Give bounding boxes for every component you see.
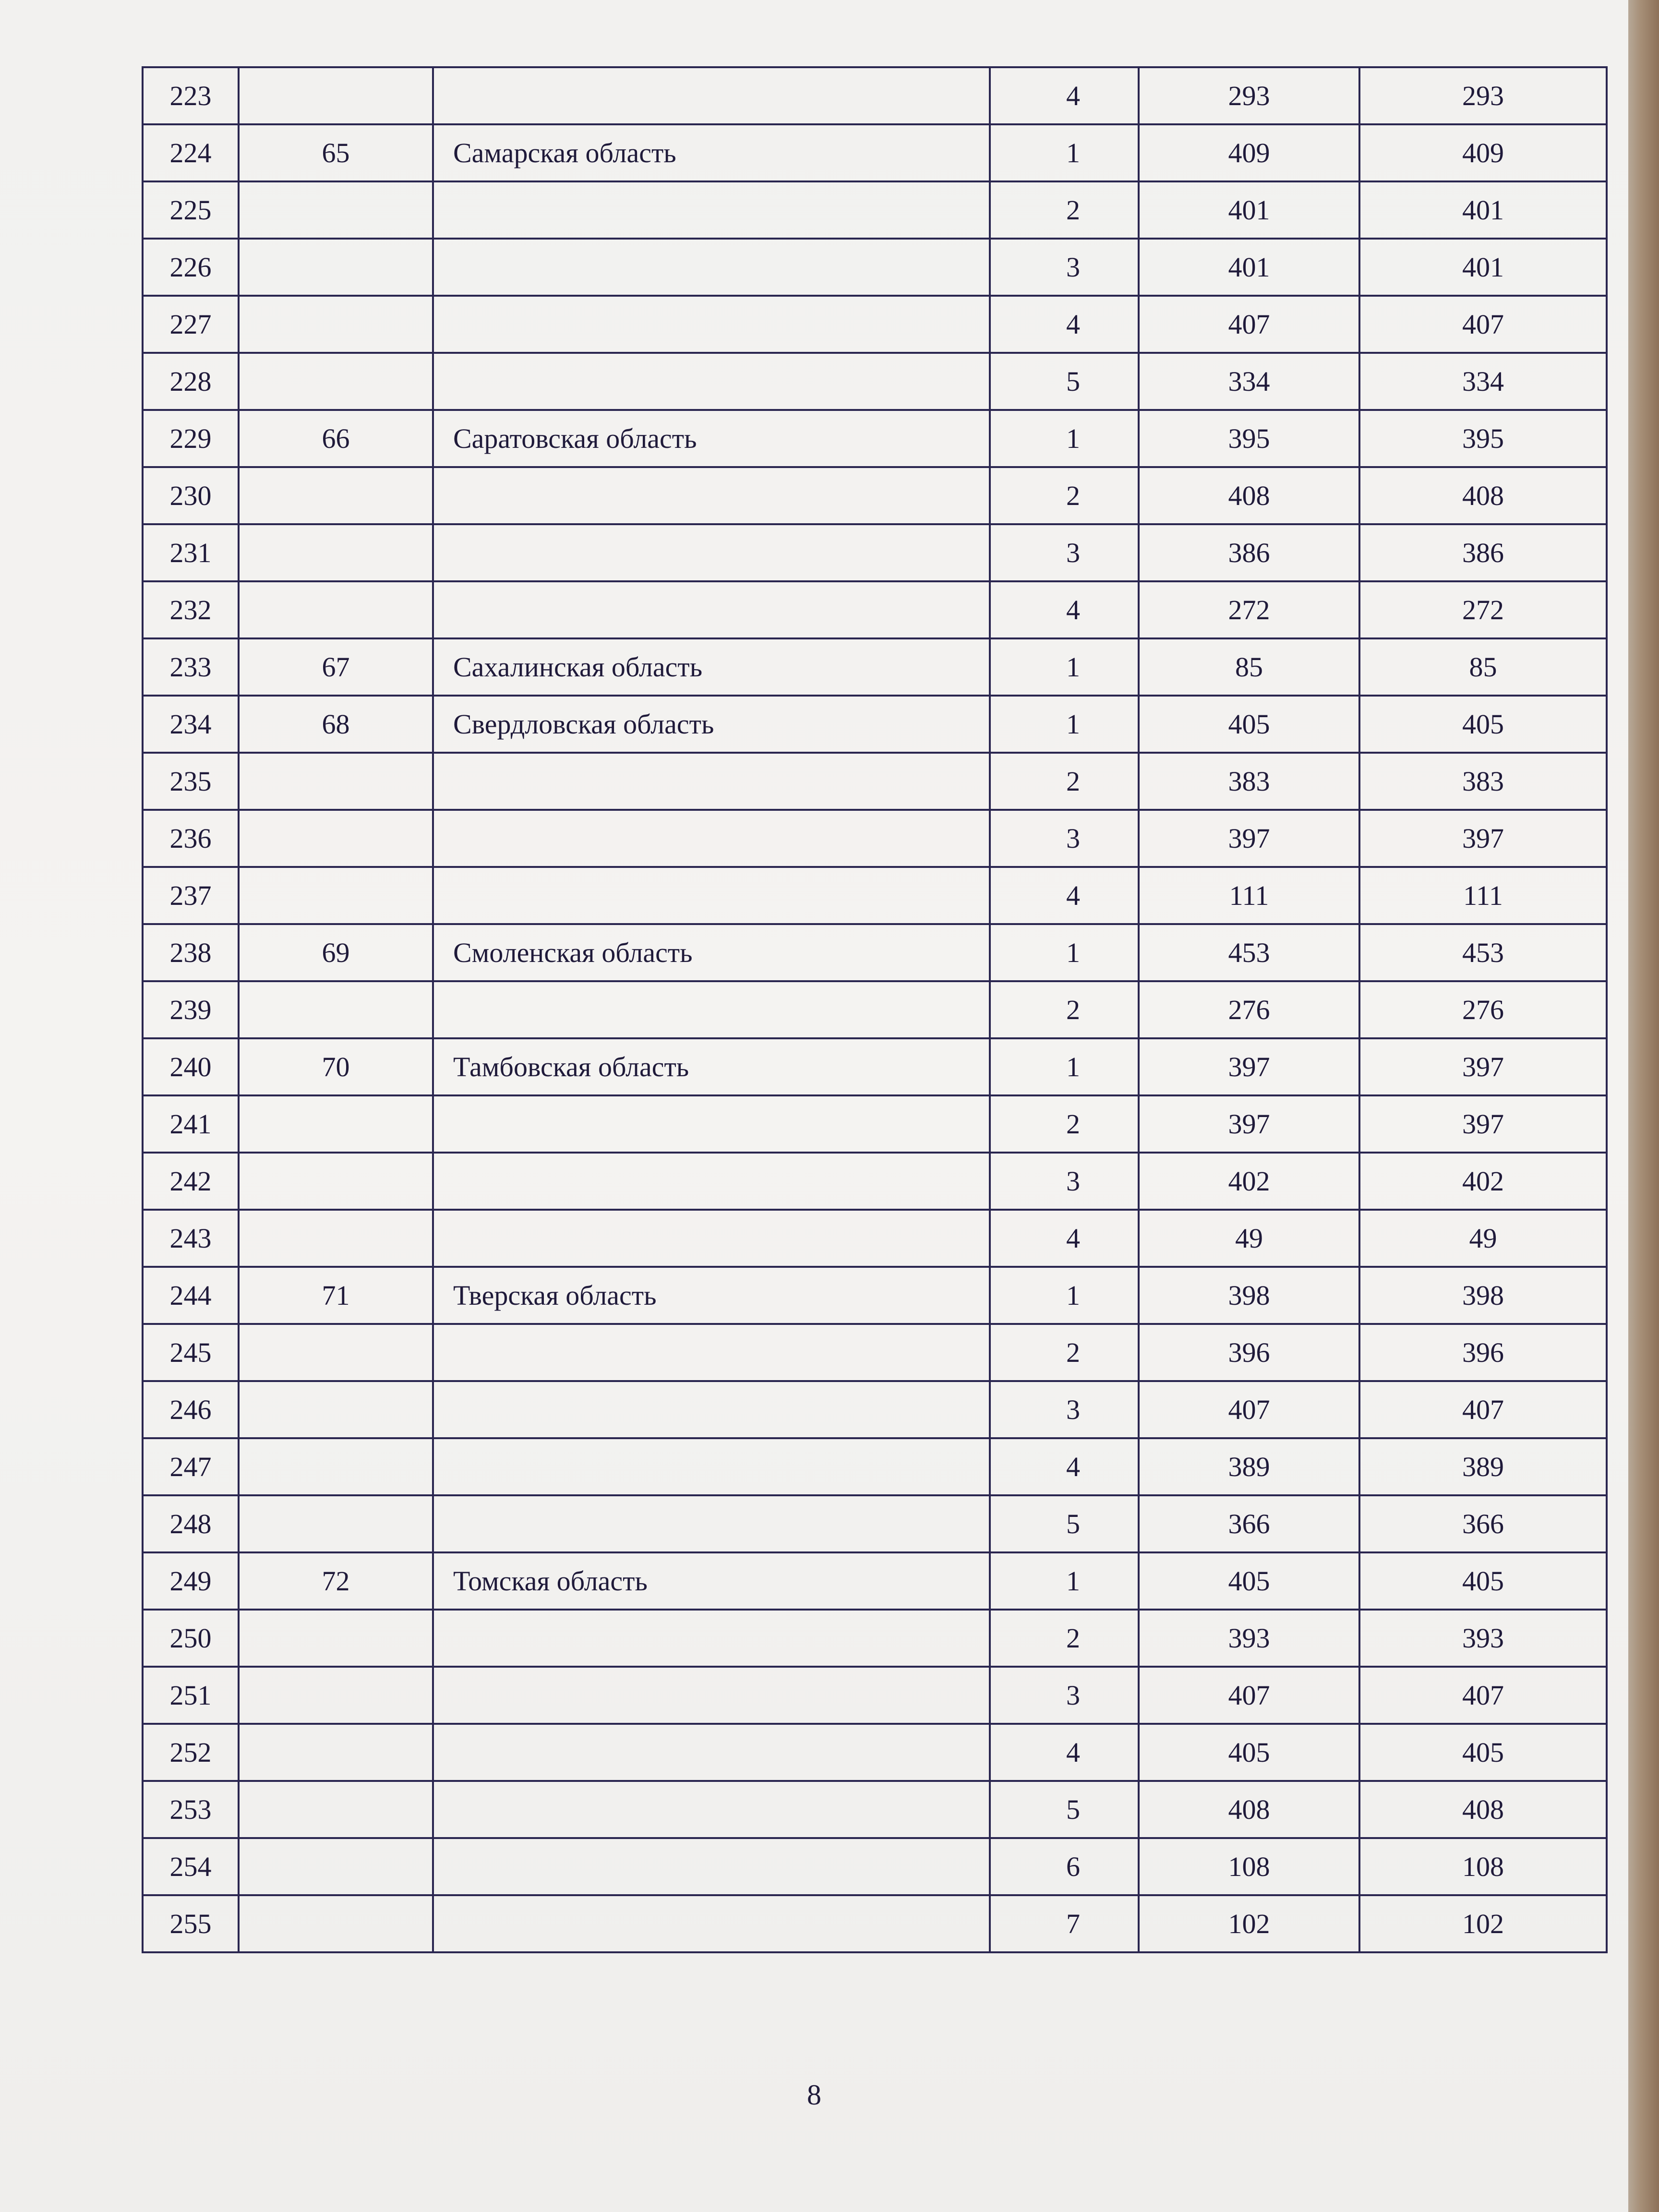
region-index-cell: [239, 981, 433, 1038]
part-number-cell: 1: [990, 696, 1139, 753]
table-row: [143, 810, 1607, 867]
value-cell: 397: [1139, 1038, 1359, 1095]
part-number-cell: 4: [990, 67, 1139, 124]
part-number-cell: 1: [990, 410, 1139, 467]
part-number-cell: 4: [990, 1210, 1139, 1267]
region-name-cell: Саратовская область: [433, 410, 990, 467]
table-row: [143, 1324, 1607, 1381]
value-cell: 401: [1139, 181, 1359, 239]
region-index-cell: 70: [239, 1038, 433, 1095]
value-cell: 395: [1139, 410, 1359, 467]
region-name-cell: [433, 753, 990, 810]
region-index-cell: [239, 867, 433, 924]
value-cell: 389: [1139, 1438, 1359, 1495]
region-name-cell: Самарская область: [433, 124, 990, 181]
table-row: [143, 239, 1607, 296]
table-row: [143, 1552, 1607, 1610]
part-number-cell: 4: [990, 867, 1139, 924]
region-name-cell: [433, 1095, 990, 1153]
value-cell-2: 334: [1359, 353, 1607, 410]
region-index-cell: [239, 1781, 433, 1838]
row-number-cell: 236: [143, 810, 239, 867]
value-cell-2: 397: [1359, 1095, 1607, 1153]
value-cell: 402: [1139, 1153, 1359, 1210]
page-number: 8: [807, 2079, 821, 2111]
value-cell-2: 108: [1359, 1838, 1607, 1895]
region-index-cell: 67: [239, 638, 433, 696]
value-cell-2: 409: [1359, 124, 1607, 181]
value-cell-2: 111: [1359, 867, 1607, 924]
region-index-cell: [239, 1895, 433, 1952]
region-index-cell: 65: [239, 124, 433, 181]
region-name-cell: [433, 1610, 990, 1667]
part-number-cell: 3: [990, 524, 1139, 581]
value-cell-2: 395: [1359, 410, 1607, 467]
value-cell: 408: [1139, 1781, 1359, 1838]
value-cell-2: 408: [1359, 467, 1607, 524]
row-number-cell: 224: [143, 124, 239, 181]
row-number-cell: 227: [143, 296, 239, 353]
value-cell: 405: [1139, 1724, 1359, 1781]
table-row: [143, 181, 1607, 239]
table-row: [143, 1381, 1607, 1438]
value-cell: 102: [1139, 1895, 1359, 1952]
region-index-cell: [239, 67, 433, 124]
desk-edge: [1628, 0, 1659, 2212]
table-row: [143, 67, 1607, 124]
row-number-cell: 248: [143, 1495, 239, 1552]
region-index-cell: [239, 810, 433, 867]
value-cell: 111: [1139, 867, 1359, 924]
part-number-cell: 4: [990, 1438, 1139, 1495]
value-cell: 272: [1139, 581, 1359, 638]
row-number-cell: 226: [143, 239, 239, 296]
part-number-cell: 1: [990, 924, 1139, 981]
row-number-cell: 244: [143, 1267, 239, 1324]
value-cell-2: 49: [1359, 1210, 1607, 1267]
value-cell: 409: [1139, 124, 1359, 181]
table-row: [143, 124, 1607, 181]
row-number-cell: 225: [143, 181, 239, 239]
table-row: [143, 924, 1607, 981]
value-cell-2: 397: [1359, 1038, 1607, 1095]
table-row: [143, 1724, 1607, 1781]
part-number-cell: 3: [990, 1153, 1139, 1210]
region-index-cell: [239, 1324, 433, 1381]
row-number-cell: 223: [143, 67, 239, 124]
value-cell-2: 397: [1359, 810, 1607, 867]
region-name-cell: [433, 1381, 990, 1438]
region-name-cell: [433, 1667, 990, 1724]
value-cell: 293: [1139, 67, 1359, 124]
part-number-cell: 1: [990, 1552, 1139, 1610]
table-row: [143, 296, 1607, 353]
table-row: [143, 1438, 1607, 1495]
value-cell-2: 405: [1359, 1552, 1607, 1610]
value-cell: 398: [1139, 1267, 1359, 1324]
value-cell-2: 393: [1359, 1610, 1607, 1667]
value-cell-2: 396: [1359, 1324, 1607, 1381]
region-name-cell: Тамбовская область: [433, 1038, 990, 1095]
region-index-cell: 71: [239, 1267, 433, 1324]
row-number-cell: 246: [143, 1381, 239, 1438]
region-index-cell: [239, 524, 433, 581]
region-name-cell: [433, 1153, 990, 1210]
table-body: [143, 67, 1607, 1952]
part-number-cell: 4: [990, 1724, 1139, 1781]
value-cell-2: 401: [1359, 239, 1607, 296]
part-number-cell: 5: [990, 353, 1139, 410]
region-index-cell: 66: [239, 410, 433, 467]
region-name-cell: [433, 1438, 990, 1495]
value-cell: 334: [1139, 353, 1359, 410]
value-cell: 405: [1139, 1552, 1359, 1610]
part-number-cell: 3: [990, 1667, 1139, 1724]
value-cell: 397: [1139, 1095, 1359, 1153]
data-table: [142, 66, 1608, 1953]
value-cell: 405: [1139, 696, 1359, 753]
table-row: [143, 1667, 1607, 1724]
region-index-cell: [239, 1610, 433, 1667]
part-number-cell: 3: [990, 810, 1139, 867]
table-row: [143, 1153, 1607, 1210]
part-number-cell: 4: [990, 296, 1139, 353]
region-name-cell: Сахалинская область: [433, 638, 990, 696]
region-name-cell: [433, 810, 990, 867]
table-row: [143, 467, 1607, 524]
row-number-cell: 235: [143, 753, 239, 810]
region-name-cell: [433, 981, 990, 1038]
row-number-cell: 230: [143, 467, 239, 524]
region-index-cell: [239, 1724, 433, 1781]
region-index-cell: [239, 1438, 433, 1495]
region-index-cell: [239, 1381, 433, 1438]
region-index-cell: [239, 296, 433, 353]
part-number-cell: 4: [990, 581, 1139, 638]
row-number-cell: 252: [143, 1724, 239, 1781]
region-index-cell: [239, 1210, 433, 1267]
row-number-cell: 228: [143, 353, 239, 410]
region-name-cell: [433, 867, 990, 924]
part-number-cell: 5: [990, 1495, 1139, 1552]
table-row: [143, 696, 1607, 753]
region-name-cell: [433, 239, 990, 296]
region-index-cell: [239, 1095, 433, 1153]
table-row: [143, 1838, 1607, 1895]
value-cell: 396: [1139, 1324, 1359, 1381]
value-cell-2: 389: [1359, 1438, 1607, 1495]
value-cell-2: 401: [1359, 181, 1607, 239]
row-number-cell: 251: [143, 1667, 239, 1724]
value-cell: 453: [1139, 924, 1359, 981]
table-row: [143, 1495, 1607, 1552]
value-cell: 408: [1139, 467, 1359, 524]
region-index-cell: [239, 467, 433, 524]
table-row: [143, 524, 1607, 581]
value-cell: 407: [1139, 1667, 1359, 1724]
table-row: [143, 410, 1607, 467]
part-number-cell: 2: [990, 753, 1139, 810]
region-index-cell: [239, 181, 433, 239]
value-cell: 397: [1139, 810, 1359, 867]
value-cell: 366: [1139, 1495, 1359, 1552]
region-name-cell: [433, 467, 990, 524]
value-cell: 393: [1139, 1610, 1359, 1667]
part-number-cell: 5: [990, 1781, 1139, 1838]
region-index-cell: [239, 1495, 433, 1552]
part-number-cell: 2: [990, 181, 1139, 239]
part-number-cell: 2: [990, 1095, 1139, 1153]
region-name-cell: [433, 353, 990, 410]
row-number-cell: 241: [143, 1095, 239, 1153]
region-index-cell: [239, 753, 433, 810]
table-row: [143, 981, 1607, 1038]
value-cell-2: 408: [1359, 1781, 1607, 1838]
row-number-cell: 231: [143, 524, 239, 581]
region-name-cell: Тверская область: [433, 1267, 990, 1324]
table-row: [143, 1210, 1607, 1267]
table-row: [143, 1267, 1607, 1324]
row-number-cell: 232: [143, 581, 239, 638]
value-cell-2: 85: [1359, 638, 1607, 696]
value-cell-2: 405: [1359, 696, 1607, 753]
value-cell-2: 102: [1359, 1895, 1607, 1952]
table-row: [143, 1610, 1607, 1667]
value-cell: 383: [1139, 753, 1359, 810]
region-index-cell: 72: [239, 1552, 433, 1610]
value-cell: 407: [1139, 1381, 1359, 1438]
region-name-cell: [433, 1724, 990, 1781]
region-name-cell: [433, 1495, 990, 1552]
table-row: [143, 1895, 1607, 1952]
region-name-cell: [433, 1210, 990, 1267]
part-number-cell: 6: [990, 1838, 1139, 1895]
region-name-cell: [433, 181, 990, 239]
row-number-cell: 249: [143, 1552, 239, 1610]
region-name-cell: Смоленская область: [433, 924, 990, 981]
row-number-cell: 245: [143, 1324, 239, 1381]
row-number-cell: 234: [143, 696, 239, 753]
table-row: [143, 753, 1607, 810]
table-row: [143, 1095, 1607, 1153]
region-name-cell: [433, 1324, 990, 1381]
row-number-cell: 233: [143, 638, 239, 696]
region-index-cell: [239, 353, 433, 410]
row-number-cell: 240: [143, 1038, 239, 1095]
value-cell: 401: [1139, 239, 1359, 296]
value-cell-2: 398: [1359, 1267, 1607, 1324]
value-cell: 386: [1139, 524, 1359, 581]
table-row: [143, 581, 1607, 638]
part-number-cell: 1: [990, 638, 1139, 696]
value-cell-2: 386: [1359, 524, 1607, 581]
row-number-cell: 247: [143, 1438, 239, 1495]
value-cell: 276: [1139, 981, 1359, 1038]
table-row: [143, 1038, 1607, 1095]
row-number-cell: 237: [143, 867, 239, 924]
value-cell: 49: [1139, 1210, 1359, 1267]
row-number-cell: 229: [143, 410, 239, 467]
value-cell-2: 293: [1359, 67, 1607, 124]
row-number-cell: 239: [143, 981, 239, 1038]
part-number-cell: 1: [990, 124, 1139, 181]
region-index-cell: [239, 1153, 433, 1210]
row-number-cell: 250: [143, 1610, 239, 1667]
row-number-cell: 243: [143, 1210, 239, 1267]
table-row: [143, 638, 1607, 696]
table-row: [143, 867, 1607, 924]
row-number-cell: 242: [143, 1153, 239, 1210]
value-cell: 108: [1139, 1838, 1359, 1895]
region-index-cell: [239, 1838, 433, 1895]
region-index-cell: [239, 1667, 433, 1724]
table-row: [143, 1781, 1607, 1838]
row-number-cell: 254: [143, 1838, 239, 1895]
value-cell-2: 272: [1359, 581, 1607, 638]
value-cell: 85: [1139, 638, 1359, 696]
region-index-cell: [239, 581, 433, 638]
value-cell-2: 402: [1359, 1153, 1607, 1210]
region-name-cell: [433, 524, 990, 581]
region-index-cell: [239, 239, 433, 296]
region-name-cell: [433, 1781, 990, 1838]
region-name-cell: [433, 581, 990, 638]
value-cell-2: 407: [1359, 1667, 1607, 1724]
value-cell: 407: [1139, 296, 1359, 353]
part-number-cell: 2: [990, 981, 1139, 1038]
part-number-cell: 3: [990, 239, 1139, 296]
region-name-cell: Свердловская область: [433, 696, 990, 753]
row-number-cell: 253: [143, 1781, 239, 1838]
value-cell-2: 407: [1359, 296, 1607, 353]
table-row: [143, 353, 1607, 410]
part-number-cell: 1: [990, 1038, 1139, 1095]
region-name-cell: [433, 1838, 990, 1895]
value-cell-2: 407: [1359, 1381, 1607, 1438]
value-cell-2: 276: [1359, 981, 1607, 1038]
region-index-cell: 68: [239, 696, 433, 753]
part-number-cell: 2: [990, 1324, 1139, 1381]
value-cell-2: 453: [1359, 924, 1607, 981]
region-name-cell: [433, 1895, 990, 1952]
value-cell-2: 405: [1359, 1724, 1607, 1781]
value-cell-2: 366: [1359, 1495, 1607, 1552]
part-number-cell: 2: [990, 467, 1139, 524]
part-number-cell: 1: [990, 1267, 1139, 1324]
value-cell-2: 383: [1359, 753, 1607, 810]
part-number-cell: 3: [990, 1381, 1139, 1438]
part-number-cell: 7: [990, 1895, 1139, 1952]
region-name-cell: Томская область: [433, 1552, 990, 1610]
region-index-cell: 69: [239, 924, 433, 981]
row-number-cell: 255: [143, 1895, 239, 1952]
row-number-cell: 238: [143, 924, 239, 981]
region-name-cell: [433, 67, 990, 124]
part-number-cell: 2: [990, 1610, 1139, 1667]
region-name-cell: [433, 296, 990, 353]
